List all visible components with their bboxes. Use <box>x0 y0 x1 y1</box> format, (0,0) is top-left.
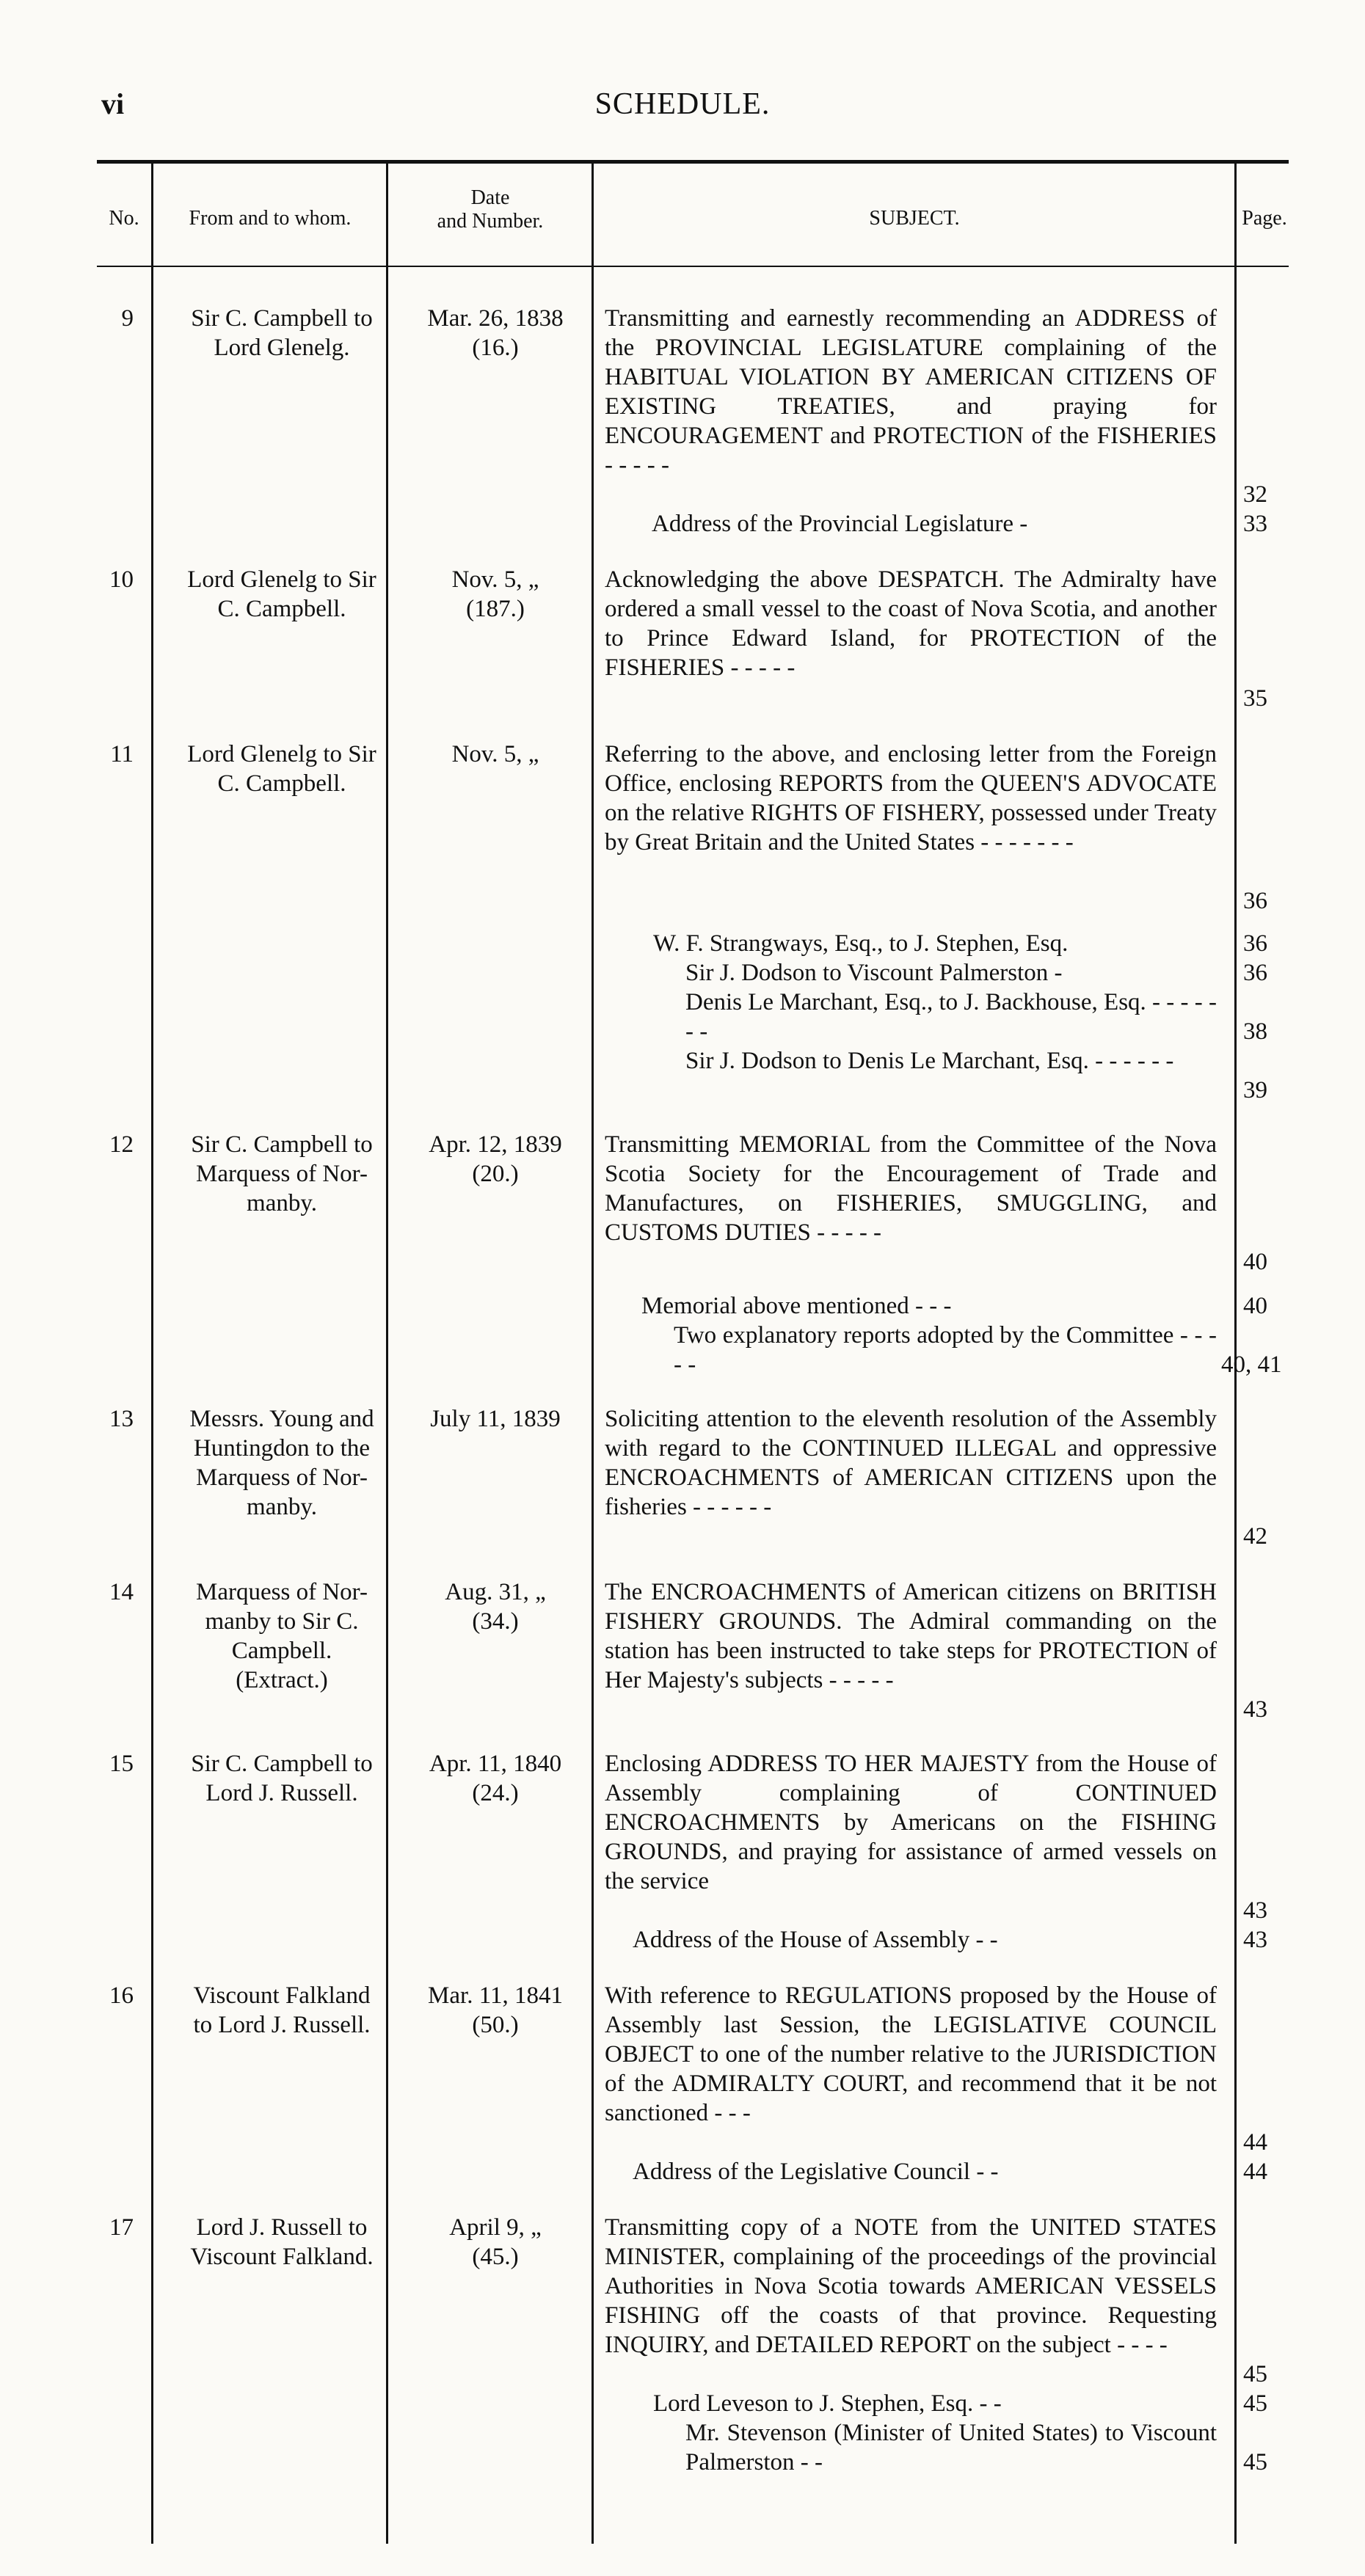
row-date <box>392 740 599 769</box>
from-line: Marquess of Nor- <box>196 1464 368 1491</box>
row-from-to <box>157 304 407 362</box>
from-line: manby to Sir C. <box>205 1608 359 1635</box>
row-number: 12 <box>109 1131 134 1158</box>
row-subject: Enclosing ADDRESS TO HER MAJESTY from the House of Assembly complaining of CONTINUED ENCROACHMENTS by Americans on the FISHING GROUNDS, and praying for assistance of armed vessels on the service <box>605 1751 1217 1894</box>
date-line: July 11, 1839 <box>430 1406 561 1432</box>
date-line: (34.) <box>472 1608 519 1635</box>
row-sub-item: Memorial above mentioned - - - <box>641 1293 952 1319</box>
row-sub-page: 33 <box>1243 511 1267 537</box>
date-line: Aug. 31, „ <box>445 1579 546 1605</box>
from-line: (Extract.) <box>236 1667 328 1693</box>
from-line: Sir C. Campbell to <box>191 305 373 332</box>
row-date <box>392 2213 599 2272</box>
from-line: Lord J. Russell to <box>196 2214 368 2241</box>
from-line: Marquess of Nor- <box>196 1161 368 1187</box>
column-header-page: Page. <box>1242 207 1287 230</box>
row-sub-item: Two explanatory reports adopted by the Committee - - - - - <box>674 1322 1217 1378</box>
row-from-to <box>157 2213 407 2272</box>
from-line: Lord Glenelg. <box>214 335 350 361</box>
row-sub-item: Mr. Stevenson (Minister of United States) to Viscount Palmerston - - <box>685 2420 1217 2475</box>
row-sub-page: 39 <box>1243 1077 1267 1103</box>
row-sub-page: 40 <box>1243 1293 1267 1319</box>
row-from-to <box>157 1577 407 1695</box>
row-sub-page: 45 <box>1243 2449 1267 2475</box>
from-line: C. Campbell. <box>217 770 346 797</box>
column-header-date <box>389 186 592 233</box>
row-sub-page: 45 <box>1243 2390 1267 2417</box>
column-divider <box>592 163 594 2544</box>
row-sub-page: 40, 41 <box>1221 1351 1282 1378</box>
row-page: 42 <box>1243 1523 1267 1550</box>
row-page: 43 <box>1243 1897 1267 1924</box>
row-date <box>392 304 599 362</box>
from-line: Sir C. Campbell to <box>191 1131 373 1158</box>
row-date <box>392 565 599 624</box>
date-line: (20.) <box>472 1161 519 1187</box>
row-from-to <box>157 740 407 798</box>
row-date <box>392 1130 599 1189</box>
row-sub-page: 44 <box>1243 2159 1267 2185</box>
column-header-from: From and to whom. <box>189 207 352 230</box>
column-header-no: No. <box>109 207 139 230</box>
row-subject: Transmitting MEMORIAL from the Committee of the Nova Scotia Society for the Encouragement of Trade and Manufactures, on FISHERIES, SMUGGLING, and CUSTOMS DUTIES - - - - - <box>605 1131 1217 1246</box>
from-line: Viscount Falkland <box>193 1982 371 2009</box>
from-line: Huntingdon to the <box>193 1435 371 1462</box>
row-date <box>392 1577 599 1636</box>
date-line: Mar. 11, 1841 <box>428 1982 563 2009</box>
row-subject: With reference to REGULATIONS proposed by the House of Assembly last Session, the LEGISLATIVE COUNCIL OBJECT to one of the number relative to the JURISDICTION of the ADMIRALTY COURT, and recommend that it be not sanctioned - - - <box>605 1982 1217 2126</box>
row-sub-item: Sir J. Dodson to Viscount Palmerston - <box>685 960 1063 986</box>
from-line: manby. <box>247 1494 317 1520</box>
date-line: (50.) <box>472 2012 519 2038</box>
from-line: to Lord J. Russell. <box>193 2012 371 2038</box>
date-line: April 9, „ <box>449 2214 542 2241</box>
row-date <box>392 1404 599 1434</box>
row-subject: Transmitting copy of a NOTE from the UNITED STATES MINISTER, complaining of the proceedings of the provincial Authorities in Nova Scotia towards AMERICAN VESSELS FISHING off the coasts of that province. Requesting INQUIRY, and DETAILED REPORT on the subject - - - - <box>605 2214 1217 2358</box>
table-top-rule <box>97 160 1289 164</box>
from-line: Messrs. Young and <box>189 1406 374 1432</box>
date-line: (45.) <box>472 2244 519 2270</box>
row-page: 40 <box>1243 1249 1267 1275</box>
date-line: Apr. 12, 1839 <box>429 1131 562 1158</box>
row-number: 17 <box>109 2214 134 2241</box>
from-line: Viscount Falkland. <box>190 2244 374 2270</box>
row-page: 44 <box>1243 2129 1267 2156</box>
column-header-date-line2: and Number. <box>437 210 544 233</box>
column-header-date-line1: Date <box>470 186 510 209</box>
row-page: 43 <box>1243 1696 1267 1723</box>
row-sub-item: Denis Le Marchant, Esq., to J. Backhouse, Esq. - - - - - - - <box>685 989 1217 1045</box>
row-subject: Acknowledging the above DESPATCH. The Admiralty have ordered a small vessel to the coast of Nova Scotia, and another to Prince Edward Island, for PROTECTION of the FISHERIES - - - - - <box>605 566 1217 681</box>
row-subject: Referring to the above, and enclosing letter from the Foreign Office, enclosing REPORTS from the QUEEN'S ADVOCATE on the relative RIGHTS OF FISHERY, possessed under Treaty by Great Britain and the United States - - - - - - - <box>605 741 1217 855</box>
row-date <box>392 1981 599 2040</box>
row-subject: Transmitting and earnestly recommending an ADDRESS of the PROVINCIAL LEGISLATURE complaining of the HABITUAL VIOLATION BY AMERICAN CITIZENS OF EXISTING TREATIES, and praying for ENCOURAGEMENT and PROTECTION of the FISHERIES - - - - - <box>605 305 1217 478</box>
row-number: 11 <box>110 741 134 767</box>
row-sub-item: Address of the Provincial Legislature - <box>652 511 1028 537</box>
column-divider <box>151 163 153 2544</box>
date-line: (24.) <box>472 1780 519 1806</box>
row-sub-page: 38 <box>1243 1018 1267 1045</box>
row-sub-page: 36 <box>1243 930 1267 957</box>
row-from-to <box>157 1404 407 1522</box>
row-sub-item: Address of the Legislative Council - - <box>633 2159 999 2185</box>
from-line: Lord J. Russell. <box>205 1780 358 1806</box>
row-sub-item: W. F. Strangways, Esq., to J. Stephen, Esq. <box>653 930 1069 957</box>
row-page: 32 <box>1243 481 1267 508</box>
row-from-to <box>157 1749 407 1808</box>
row-from-to <box>157 565 407 624</box>
row-number: 9 <box>121 305 134 332</box>
from-line: manby. <box>247 1190 317 1216</box>
row-page: 45 <box>1243 2361 1267 2387</box>
row-sub-page: 43 <box>1243 1927 1267 1953</box>
from-line: Sir C. Campbell to <box>191 1751 373 1777</box>
row-sub-page: 36 <box>1243 960 1267 986</box>
row-sub-item: Sir J. Dodson to Denis Le Marchant, Esq. - - - - - - <box>685 1048 1174 1074</box>
from-line: Campbell. <box>231 1638 332 1664</box>
date-line: Mar. 26, 1838 <box>427 305 564 332</box>
from-line: Lord Glenelg to Sir <box>187 566 376 593</box>
from-line: Lord Glenelg to Sir <box>187 741 376 767</box>
column-divider <box>386 163 388 2544</box>
from-line: C. Campbell. <box>217 596 346 622</box>
row-number: 10 <box>109 566 134 593</box>
page-header <box>0 87 1365 131</box>
row-from-to <box>157 1981 407 2040</box>
date-line: (16.) <box>472 335 519 361</box>
date-line: Nov. 5, „ <box>451 566 539 593</box>
date-line: (187.) <box>466 596 525 622</box>
header-bottom-rule <box>97 266 1289 267</box>
page-number: vi <box>101 87 125 120</box>
row-subject: Soliciting attention to the eleventh resolution of the Assembly with regard to the CONTINUED ILLEGAL and oppressive ENCROACHMENTS of AMERICAN CITIZENS upon the fisheries - - - - - - <box>605 1406 1217 1520</box>
row-date <box>392 1749 599 1808</box>
row-sub-item: Lord Leveson to J. Stephen, Esq. - - <box>653 2390 1002 2417</box>
row-page: 35 <box>1243 685 1267 712</box>
row-number: 13 <box>109 1406 134 1432</box>
row-page: 36 <box>1243 888 1267 914</box>
row-sub-item: Address of the House of Assembly - - <box>633 1927 998 1953</box>
row-subject: The ENCROACHMENTS of American citizens on BRITISH FISHERY GROUNDS. The Admiral commanding on the station has been instructed to take steps for PROTECTION of Her Majesty's subjects - - - - - <box>605 1579 1217 1693</box>
column-header-subject: SUBJECT. <box>869 207 960 230</box>
row-number: 16 <box>109 1982 134 2009</box>
row-number: 14 <box>109 1579 134 1605</box>
page-title: SCHEDULE. <box>594 87 771 121</box>
from-line: Marquess of Nor- <box>196 1579 368 1605</box>
row-number: 15 <box>109 1751 134 1777</box>
date-line: Nov. 5, „ <box>451 741 539 767</box>
date-line: Apr. 11, 1840 <box>429 1751 562 1777</box>
row-from-to <box>157 1130 407 1218</box>
